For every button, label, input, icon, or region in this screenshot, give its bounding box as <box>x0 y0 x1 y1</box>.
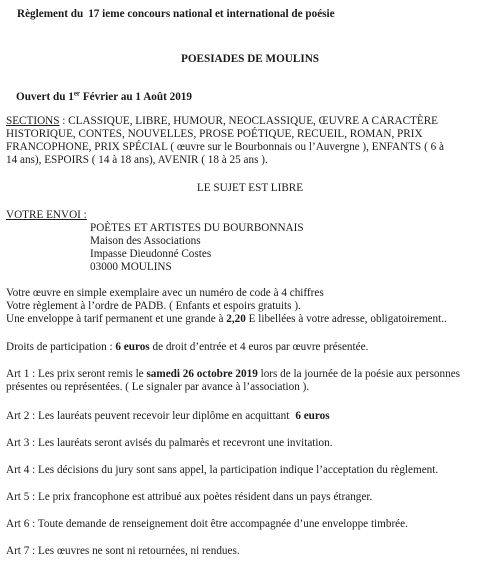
article-3: Art 3 : Les lauréats seront avisés du palmarès et recevront une invitation. <box>6 437 333 449</box>
article-6: Art 6 : Toute demande de renseignement doit être accompagnée d’une enveloppe timbrée. <box>6 518 408 530</box>
instruction-line: Votre règlement à l’ordre de PADB. ( Enfants et espoirs gratuits ). <box>6 300 301 312</box>
sections-line-2: HISTORIQUE, CONTES, NOUVELLES, PROSE POÉTIQUE, RECUEIL, ROMAN, PRIX <box>6 128 423 140</box>
article-7: Art 7 : Les œuvres ne sont ni retournées, ni rendues. <box>6 545 240 557</box>
open-period: Ouvert du 1er Février au 1 Août 2019 <box>16 89 192 103</box>
article-5: Art 5 : Le prix francophone est attribué aux poètes résident dans un pays étranger. <box>6 491 373 503</box>
article-1-line-2: présentes ou représentées. ( Le signaler par avance à l’association ). <box>6 381 310 393</box>
sections-line-3: FRANCOPHONE, PRIX SPÉCIAL ( œuvre sur le Bourbonnais ou l’Auvergne ), ENFANTS ( 6 à <box>6 141 444 153</box>
instruction-line: Votre œuvre en simple exemplaire avec un numéro de code à 4 chiffres <box>6 287 324 299</box>
participation-fees: Droits de participation : 6 euros de droit d’entrée et 4 euros par œuvre présentée. <box>6 341 369 353</box>
article-4: Art 4 : Les décisions du jury sont sans appel, la participation indique l’acceptation du règlement. <box>6 464 439 476</box>
address-line: Impasse Dieudonné Costes <box>90 248 212 260</box>
address-line: Maison des Associations <box>90 235 201 247</box>
sections-line-1: SECTIONS : CLASSIQUE, LIBRE, HUMOUR, NEOCLASSIQUE, ŒUVRE A CARACTÈRE <box>6 115 439 127</box>
subject-line: LE SUJET EST LIBRE <box>196 182 304 194</box>
document-title: POESIADES DE MOULINS <box>180 53 319 65</box>
article-1-line-1: Art 1 : Les prix seront remis le samedi 26 octobre 2019 lors de la journée de la poésie aux personnes <box>6 368 461 380</box>
sections-line-4: 14 ans), ESPOIRS ( 14 à 18 ans), AVENIR ( 18 à 25 ans ). <box>6 154 268 166</box>
address-line: POÈTES ET ARTISTES DU BOURBONNAIS <box>90 222 304 234</box>
address-line: 03000 MOULINS <box>90 261 172 273</box>
envoi-heading: VOTRE ENVOI : <box>6 209 87 221</box>
header-line: Règlement du 17 ieme concours national et international de poésie <box>17 8 335 20</box>
article-2: Art 2 : Les lauréats peuvent recevoir leur diplôme en acquittant 6 euros <box>6 410 330 422</box>
instruction-line: Une enveloppe à tarif permanent et une grande à 2,20 E libellées à votre adresse, obligatoirement.. <box>6 313 447 325</box>
